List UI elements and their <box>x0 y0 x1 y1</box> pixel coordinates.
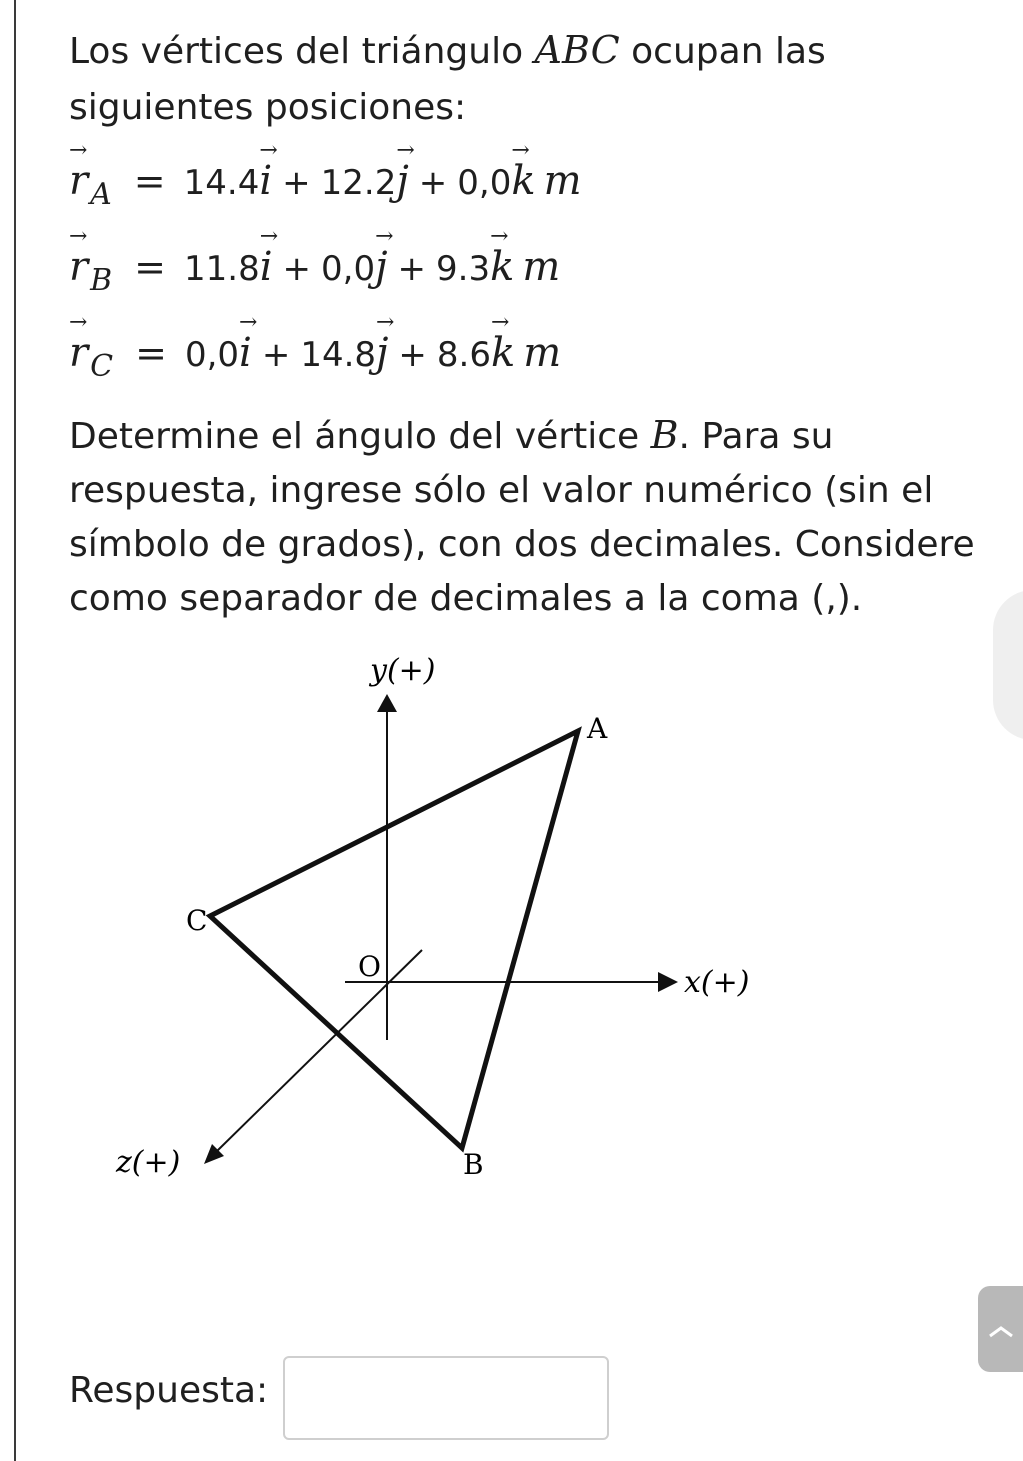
plus-sign: + <box>397 249 426 289</box>
equation-rc <box>69 330 561 390</box>
unit-vector-j: → j <box>376 330 388 376</box>
question-pre: Determine el ángulo del vértice <box>69 416 651 457</box>
subscript: C <box>90 349 114 384</box>
equals-sign: = <box>133 159 166 203</box>
triangle-abc <box>210 731 578 1148</box>
unit-vector-k: → k <box>491 330 515 376</box>
plus-sign: + <box>398 335 427 375</box>
vector-r: → r <box>69 330 88 376</box>
vertex-b-label: B <box>463 1148 484 1181</box>
side-scroll-handle[interactable] <box>993 590 1023 740</box>
triangle-figure <box>100 640 800 1200</box>
question-text <box>69 408 1004 626</box>
coefficient-j: 0,0 <box>321 249 376 289</box>
y-axis-label: y(+) <box>370 653 436 688</box>
plus-sign: + <box>418 163 448 203</box>
coefficient-i: 11.8 <box>184 249 260 289</box>
scroll-up-button[interactable] <box>978 1286 1023 1372</box>
equals-sign: = <box>135 331 167 375</box>
unit-vector-k: → k <box>511 158 535 204</box>
unit-vector-k: → k <box>490 244 514 290</box>
plus-sign: + <box>282 163 311 203</box>
vector-r: → r <box>69 244 88 290</box>
unit-vector-j: → j <box>396 158 408 204</box>
plus-sign: + <box>261 335 291 375</box>
coefficient-i: 0,0 <box>184 335 240 375</box>
coefficient-j: 12.2 <box>320 163 397 203</box>
triangle-name: ABC <box>534 28 620 72</box>
chevron-up-icon <box>986 1316 1016 1346</box>
answer-input[interactable] <box>283 1356 609 1440</box>
subscript: B <box>90 263 113 298</box>
subscript: A <box>90 177 112 212</box>
x-axis-label: x(+) <box>684 965 750 1000</box>
intro-text <box>69 22 989 136</box>
unit-vector-i: → i <box>239 330 252 376</box>
x-axis-arrow-icon <box>658 972 678 992</box>
z-axis-label: z(+) <box>116 1145 181 1180</box>
coefficient-j: 14.8 <box>300 335 377 375</box>
equation-ra <box>69 158 582 218</box>
z-axis <box>216 950 422 1152</box>
intro-post: ocupan las siguientes posiciones: <box>69 31 826 128</box>
question-vertex: B <box>650 413 679 457</box>
intro-pre: Los vértices del triángulo <box>69 31 535 72</box>
answer-label: Respuesta: <box>69 1370 269 1411</box>
equation-rb <box>69 244 560 304</box>
left-border <box>14 0 16 1461</box>
plus-sign: + <box>282 249 312 289</box>
coefficient-k: 0,0 <box>457 163 512 203</box>
vertex-a-label: A <box>587 712 608 745</box>
equals-sign: = <box>134 245 167 289</box>
unit-vector-i: → i <box>260 244 273 290</box>
unit-vector-i: → i <box>259 158 272 204</box>
coefficient-i: 14.4 <box>183 163 260 203</box>
y-axis-arrow-icon <box>377 694 397 712</box>
unit-meters: m <box>543 158 582 204</box>
vector-r: → r <box>69 158 88 204</box>
coefficient-k: 9.3 <box>436 249 491 289</box>
vertex-c-label: C <box>186 904 208 937</box>
question-post: . Para su respuesta, ingrese sólo el valor numérico (sin el símbolo de grados), con dos decimales. Considere como separador de decimales a la coma (,). <box>69 416 975 619</box>
origin-label: O <box>358 950 381 983</box>
coefficient-k: 8.6 <box>436 335 491 375</box>
unit-meters: m <box>523 330 562 376</box>
unit-meters: m <box>522 244 561 290</box>
unit-vector-j: → j <box>375 244 387 290</box>
